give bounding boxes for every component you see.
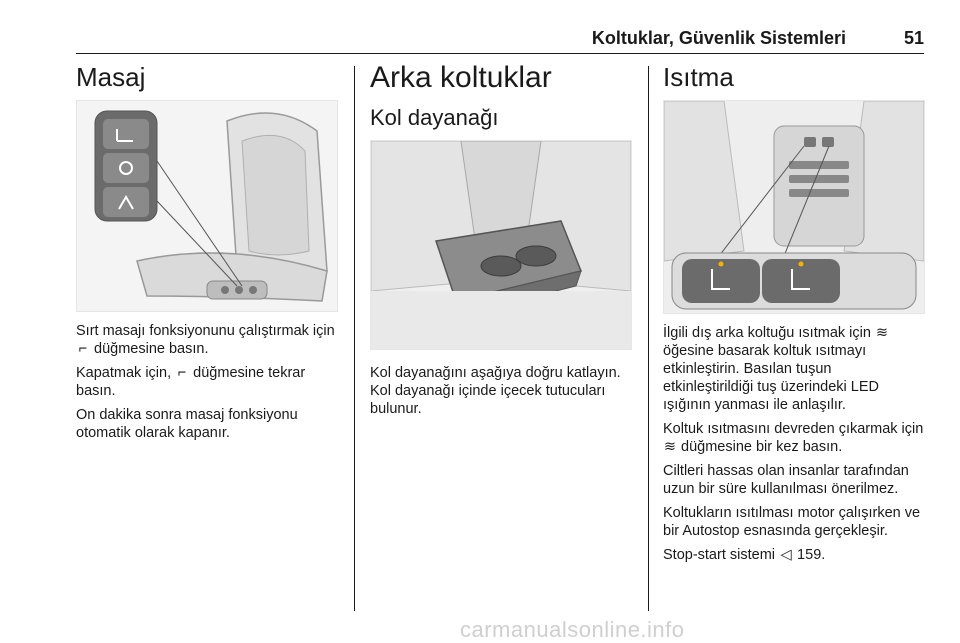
heating-para-2-text-a: Koltuk ısıtmasını devreden çıkarmak için — [663, 421, 924, 437]
massage-para-2-text-b: düğmesine tekrar basın. — [76, 365, 306, 399]
heating-para-1 — [663, 324, 925, 414]
heating-illustration — [663, 100, 925, 314]
header-title: Koltuklar, Güvenlik Sistemleri — [591, 28, 846, 48]
massage-icon: ⌐ — [177, 365, 187, 381]
massage-seat-illustration — [76, 100, 338, 312]
armrest-illustration — [370, 140, 632, 350]
massage-para-1-text-a: Sırt masajı fonksiyonunu çalıştırmak için — [76, 323, 335, 339]
column-massage — [76, 60, 338, 448]
column-divider — [354, 66, 355, 611]
heating-para-5-text-a: Stop-start sistemi — [663, 547, 780, 563]
armrest-subheading: Kol dayanağı — [370, 105, 499, 130]
seat-heat-icon: ≋ — [663, 439, 677, 455]
page-number: 51 — [903, 28, 924, 48]
heating-heading: Isıtma — [663, 62, 734, 92]
heating-para-1-text-a: İlgili dış arka koltuğu ısıtmak için — [663, 325, 875, 341]
column-heating — [663, 60, 925, 570]
seat-heat-icon: ≋ — [875, 325, 889, 341]
massage-para-3: On dakika sonra masaj fonksiyonu otomatik olarak kapanır. — [76, 407, 298, 441]
massage-icon: ⌐ — [78, 341, 88, 357]
page-reference-icon: ◁ — [780, 547, 792, 563]
column-divider — [648, 66, 649, 611]
page-reference-number[interactable]: 159. — [793, 547, 826, 563]
page-header — [76, 28, 924, 50]
heating-para-1-text-b: öğesine basarak koltuk ısıtmayı etkinleştirin. Basılan tuşun etkinleştirildiği tuş üzerindeki LED ışığının yanması ile anlaşılır. — [663, 343, 879, 413]
heating-para-3: Ciltleri hassas olan insanlar tarafından uzun bir süre kullanılması önerilmez. — [663, 463, 909, 497]
heating-para-2 — [663, 420, 925, 456]
rear-seats-heading: Arka koltuklar — [370, 61, 552, 94]
seat-drawing — [77, 101, 337, 311]
heating-para-2-text-b: düğmesine bir kez basın. — [677, 439, 843, 455]
column-rear-seats — [370, 60, 632, 424]
armrest-para-1: Kol dayanağını aşağıya doğru katlayın. Kol dayanağı içinde içecek tutucuları bulunur. — [370, 365, 621, 417]
massage-heading: Masaj — [76, 62, 146, 92]
watermark: carmanualsonline.info — [460, 617, 685, 642]
heating-para-5 — [663, 546, 925, 564]
heating-drawing — [664, 101, 924, 313]
header-divider — [76, 53, 924, 54]
massage-para-2 — [76, 364, 338, 400]
massage-para-1 — [76, 322, 338, 358]
massage-para-1-text-b: düğmesine basın. — [90, 341, 209, 357]
massage-para-2-text-a: Kapatmak için, — [76, 365, 176, 381]
heating-para-4: Koltukların ısıtılması motor çalışırken ve bir Autostop esnasında gerçekleşir. — [663, 505, 921, 539]
armrest-drawing — [371, 141, 631, 349]
